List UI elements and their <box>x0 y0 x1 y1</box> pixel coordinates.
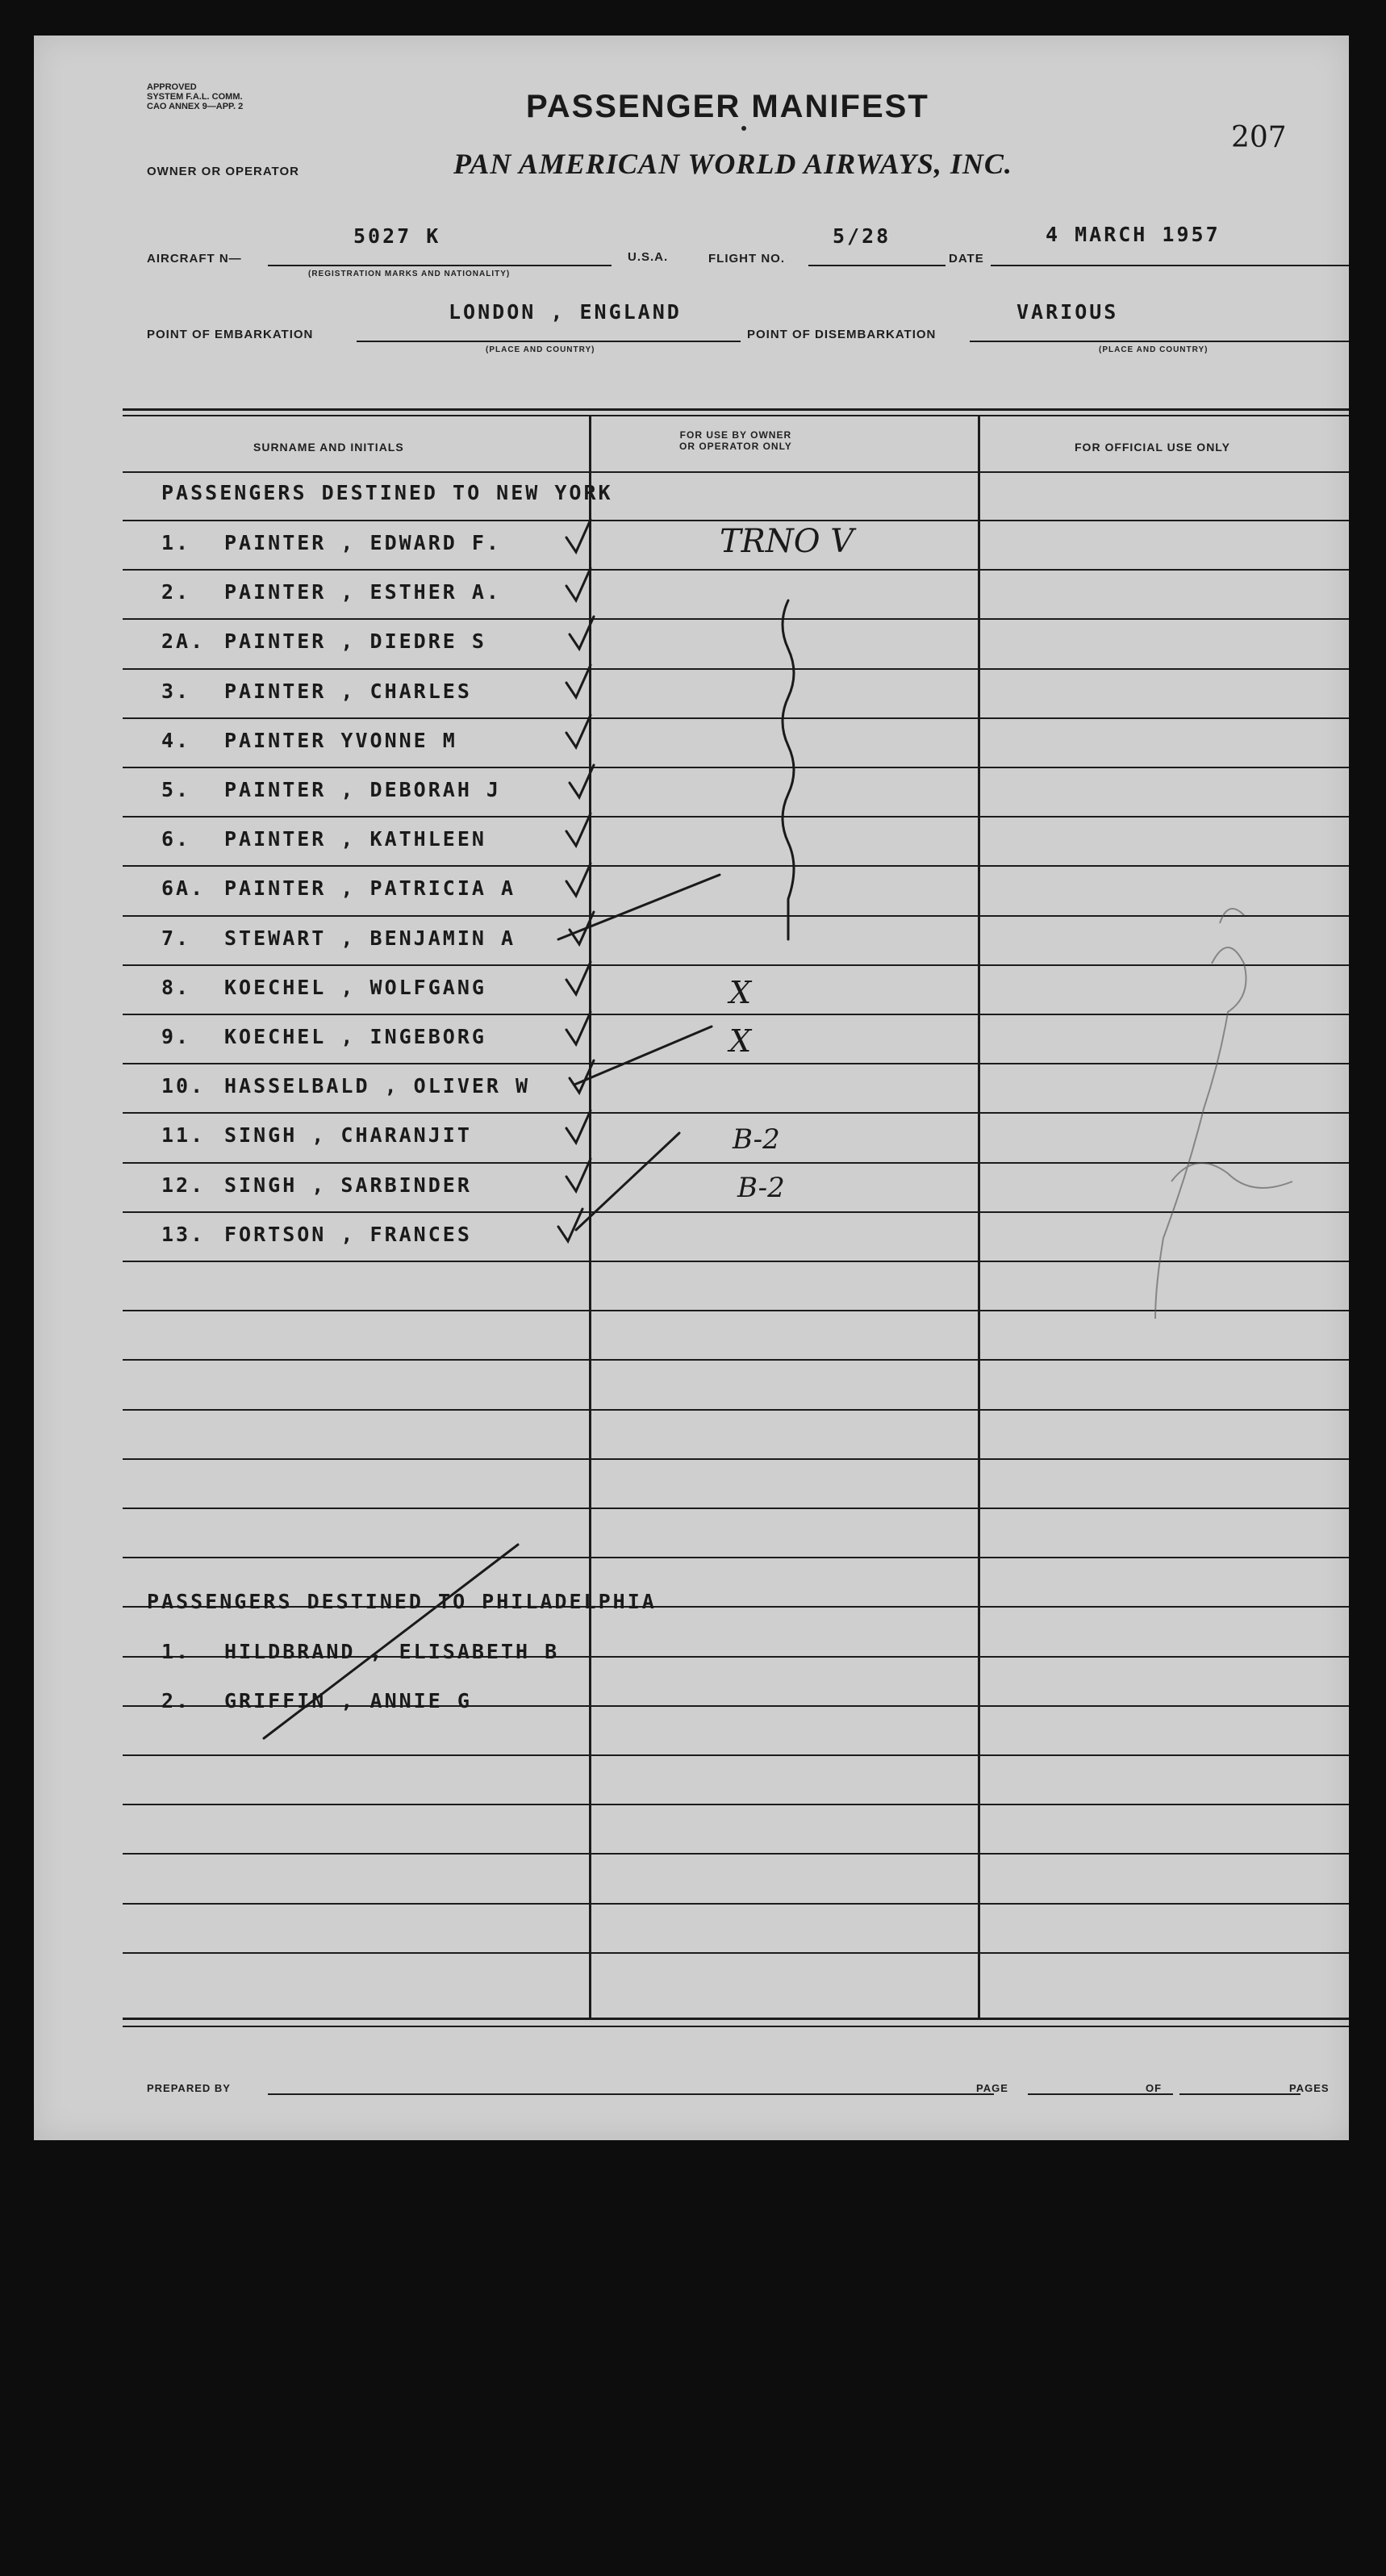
passenger-number: 13. <box>161 1223 206 1246</box>
prepared-by-line <box>268 2093 994 2095</box>
check-mark-icon <box>570 617 594 649</box>
passenger-number: 2. <box>161 580 191 604</box>
check-mark-icon <box>566 864 591 896</box>
of-label: OF <box>1146 2082 1163 2094</box>
passenger-number: 6. <box>161 827 191 851</box>
embarkation-label: POINT OF EMBARKATION <box>147 328 314 341</box>
check-marks <box>264 520 794 1738</box>
passenger-name: KOECHEL , INGEBORG <box>224 1025 486 1048</box>
passenger-number: 2A. <box>161 629 206 653</box>
passenger-number: 12. <box>161 1173 206 1197</box>
handwritten-note-row-12: B-2 <box>737 1172 785 1204</box>
check-mark-icon <box>570 912 594 944</box>
passenger-name: FORTSON , FRANCES <box>224 1223 472 1246</box>
page-number-handwritten: 207 <box>1231 121 1287 154</box>
approval-line: SYSTEM F.A.L. COMM. <box>147 92 243 102</box>
passenger-number: 11. <box>161 1123 206 1147</box>
strike-line <box>558 875 720 939</box>
passenger-number: 10. <box>161 1074 206 1098</box>
disembarkation-label: POINT OF DISEMBARKATION <box>747 328 937 341</box>
passenger-name: HILDBRAND , ELISABETH B <box>224 1640 560 1663</box>
passenger-name: SINGH , SARBINDER <box>224 1173 472 1197</box>
embarkation-sub-label: (PLACE AND COUNTRY) <box>486 345 595 354</box>
passenger-name: PAINTER YVONNE M <box>224 729 457 752</box>
page-label: PAGE <box>976 2082 1008 2094</box>
of-line <box>1179 2093 1300 2095</box>
pages-label: PAGES <box>1289 2082 1330 2094</box>
disembarkation-sub-label: (PLACE AND COUNTRY) <box>1099 345 1209 354</box>
aircraft-label: AIRCRAFT N— <box>147 252 242 266</box>
owner-value: PAN AMERICAN WORLD AIRWAYS, INC. <box>453 148 1012 180</box>
flight-label: FLIGHT NO. <box>708 252 785 266</box>
passenger-name: STEWART , BENJAMIN A <box>224 926 516 950</box>
passenger-name: HASSELBALD , OLIVER W <box>224 1074 531 1098</box>
nationality: U.S.A. <box>628 250 669 264</box>
passenger-number: 2. <box>161 1689 191 1712</box>
flight-value: 5/28 <box>833 224 891 248</box>
smudge-marks <box>1155 909 1292 1319</box>
strike-line <box>574 1027 712 1085</box>
column-header-official-use: FOR OFFICIAL USE ONLY <box>1075 441 1230 454</box>
column-header-owner-use-line: FOR USE BY OWNER <box>679 429 792 441</box>
passenger-number: 8. <box>161 976 191 999</box>
column-header-owner-use-line: OR OPERATOR ONLY <box>679 441 792 452</box>
handwritten-note-row-1: TRNO V <box>720 523 854 560</box>
group-heading-new-york: PASSENGERS DESTINED TO NEW YORK <box>161 481 613 504</box>
date-label: DATE <box>949 252 984 266</box>
handwritten-note-row-11: B-2 <box>733 1123 780 1156</box>
check-mark-icon <box>566 520 591 552</box>
check-mark-icon <box>558 1209 582 1241</box>
passenger-name: GRIFFIN , ANNIE G <box>224 1689 472 1712</box>
passenger-name: PAINTER , DIEDRE S <box>224 629 486 653</box>
owner-label: OWNER OR OPERATOR <box>147 165 299 178</box>
disembarkation-value: VARIOUS <box>1017 300 1119 324</box>
passenger-number: 6A. <box>161 876 206 900</box>
pen-marks <box>34 36 1349 2140</box>
approval-line: APPROVED <box>147 82 197 92</box>
passenger-number: 3. <box>161 680 191 703</box>
passenger-name: PAINTER , ESTHER A. <box>224 580 501 604</box>
column-header-surname: SURNAME AND INITIALS <box>253 441 404 454</box>
check-mark-icon <box>566 665 591 697</box>
check-mark-icon <box>570 765 594 797</box>
passenger-number: 1. <box>161 1640 191 1663</box>
passenger-name: PAINTER , KATHLEEN <box>224 827 486 851</box>
check-mark-icon <box>566 568 591 600</box>
prepared-by-label: PREPARED BY <box>147 2082 231 2094</box>
strike-line <box>576 1133 679 1230</box>
group-heading-philadelphia: PASSENGERS DESTINED TO PHILADELPHIA <box>147 1590 657 1613</box>
check-mark-icon <box>570 1060 594 1093</box>
approval-line: CAO ANNEX 9—APP. 2 <box>147 102 244 111</box>
check-mark-icon <box>566 1012 591 1044</box>
passenger-name: PAINTER , EDWARD F. <box>224 531 501 554</box>
passenger-number: 5. <box>161 778 191 801</box>
passenger-number: 9. <box>161 1025 191 1048</box>
handwritten-note-row-9: X <box>729 1023 752 1059</box>
strike-line-philadelphia <box>264 1545 518 1738</box>
passenger-number: 7. <box>161 926 191 950</box>
check-mark-icon <box>566 1159 591 1191</box>
aircraft-sub-label: (REGISTRATION MARKS AND NATIONALITY) <box>308 270 511 278</box>
check-mark-icon <box>566 1110 591 1143</box>
check-mark-icon <box>566 813 591 846</box>
aircraft-value: 5027 K <box>353 224 441 248</box>
passenger-name: PAINTER , DEBORAH J <box>224 778 501 801</box>
embarkation-value: LONDON , ENGLAND <box>449 300 682 324</box>
page-title: PASSENGER MANIFEST <box>526 89 929 124</box>
passenger-name: PAINTER , CHARLES <box>224 680 472 703</box>
passenger-number: 4. <box>161 729 191 752</box>
passenger-number: 1. <box>161 531 191 554</box>
check-mark-icon <box>566 962 591 994</box>
manifest-sheet <box>34 36 1349 2140</box>
handwritten-note-row-8: X <box>729 975 752 1010</box>
ditto-squiggle <box>783 600 794 939</box>
passenger-name: SINGH , CHARANJIT <box>224 1123 472 1147</box>
passenger-name: PAINTER , PATRICIA A <box>224 876 516 900</box>
check-mark-icon <box>566 715 591 747</box>
passenger-name: KOECHEL , WOLFGANG <box>224 976 486 999</box>
date-value: 4 MARCH 1957 <box>1046 223 1221 246</box>
